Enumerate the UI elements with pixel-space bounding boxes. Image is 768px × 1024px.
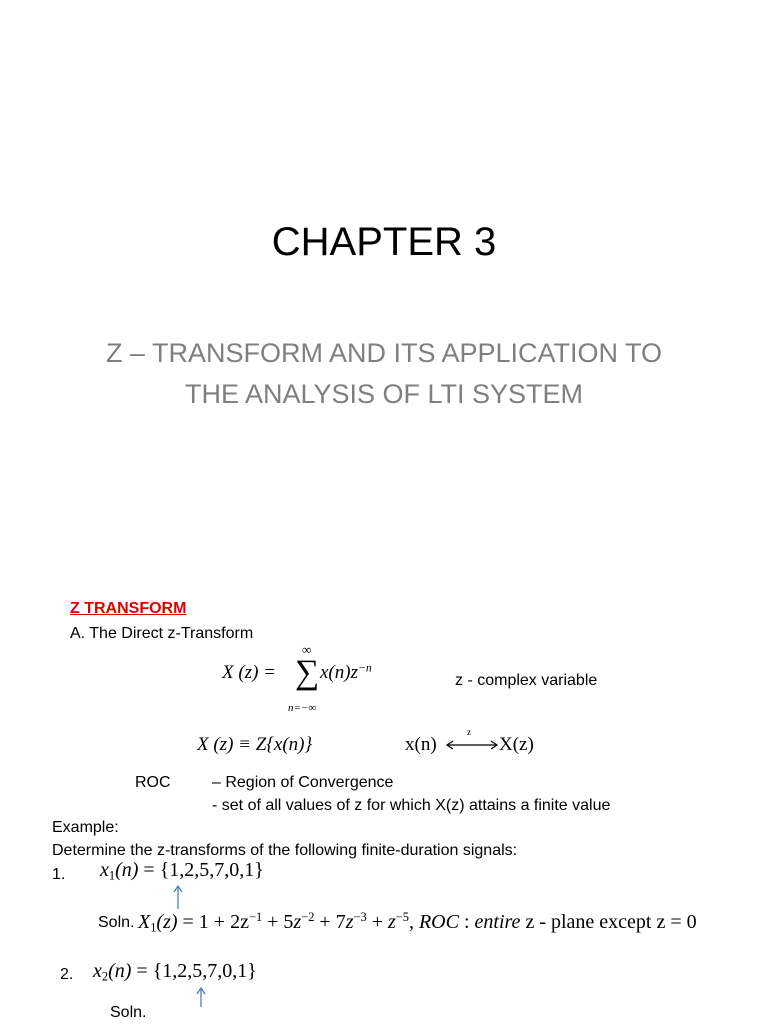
roc-definition-2: - set of all values of z for which X(z) attains a finite value (212, 797, 611, 814)
origin-marker-arrow-icon (194, 986, 208, 1008)
item-2-signal-values: {1,2,5,7,0,1} (152, 960, 257, 982)
item-1-solution: $X_1(z) = 1 + 2z^{-1} + 5z^{-2} + 7z^{-3} + z^{-5}$, ROC : entire z - plane except z = 0 (138, 910, 697, 935)
chapter-subtitle: Z – TRANSFORM AND ITS APPLICATION TO THE ANALYSIS OF LTI SYSTEM (105, 338, 663, 409)
item-2-signal: $x_2(n) = \{1,2,5,7,0,1\}$ (93, 960, 257, 984)
z-operator-equation: X (z) ≡ Z{x(n)} (197, 734, 313, 755)
item-1-signal-values: {1,2,5,7,0,1} (159, 859, 264, 881)
roc-label: ROC (135, 774, 171, 791)
item-2-number: 2. (60, 966, 74, 983)
pair-right: X(z) (499, 734, 534, 755)
example-label: Example: (52, 819, 119, 836)
complex-variable-note: z - complex variable (455, 672, 598, 689)
section-heading: Z TRANSFORM (70, 600, 187, 617)
item-1-signal: $x_1(n) = \{1,2,5,7,0,1\}$ (100, 859, 264, 883)
summation-sign: ∑ (295, 654, 320, 691)
chapter-title: CHAPTER 3 (271, 220, 497, 264)
sum-lower-limit: n=−∞ (288, 702, 317, 714)
item-1-soln-label: Soln. (98, 914, 135, 931)
transform-pair (405, 727, 534, 756)
double-arrow-icon (445, 738, 499, 752)
eq1-lhs: X (z) = (222, 662, 276, 683)
origin-marker-arrow-icon (171, 884, 185, 910)
item-1-number: 1. (52, 866, 66, 883)
sum-upper-limit: ∞ (302, 642, 312, 657)
eq1-term: $x(n)z^{-n}$ (320, 661, 372, 683)
pair-left: x(n) (405, 734, 437, 755)
item-2-soln-label: Soln. (110, 1004, 147, 1021)
pair-arrow-label: z (467, 727, 471, 737)
z-transform-definition (222, 642, 372, 714)
roc-definition-1: – Region of Convergence (212, 774, 394, 791)
subsection-heading: A. The Direct z-Transform (70, 625, 254, 642)
example-question: Determine the z-transforms of the following finite-duration signals: (52, 842, 518, 859)
